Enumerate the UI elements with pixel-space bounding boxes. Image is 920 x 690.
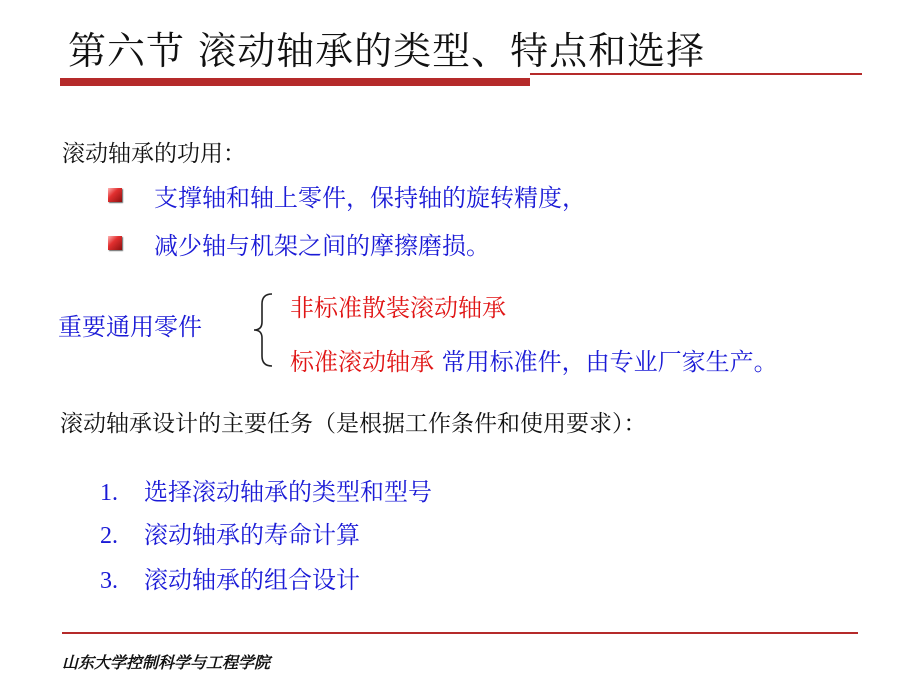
task-number: 3. [100, 568, 118, 594]
nonstandard-bearing-item: 非标准散装滚动轴承 [290, 294, 506, 322]
task-number: 1. [100, 480, 118, 506]
task-item [100, 515, 360, 550]
title-underline-bar [60, 78, 530, 86]
standard-bearing-label: 标准滚动轴承 [290, 348, 434, 376]
standard-bearing-note: 常用标准件，由专业厂家生产。 [441, 348, 778, 376]
design-tasks-heading: 滚动轴承设计的主要任务（是根据工作条件和使用要求）： [60, 411, 647, 437]
square-bullet-icon [108, 188, 122, 202]
slide-title: 第六节 滚动轴承的类型、特点和选择 [68, 29, 706, 73]
important-parts-label: 重要通用零件 [58, 313, 202, 341]
functions-heading: 滚动轴承的功用： [62, 141, 246, 167]
square-bullet-icon [108, 236, 122, 250]
task-text: 滚动轴承的组合设计 [144, 566, 360, 594]
title-underline-rule [530, 73, 862, 75]
task-item [100, 472, 432, 507]
function-text: 减少轴与机架之间的摩擦磨损。 [154, 231, 490, 260]
task-item [100, 560, 360, 595]
task-text: 滚动轴承的寿命计算 [144, 521, 360, 549]
left-brace-icon [250, 290, 276, 370]
footer-rule [62, 632, 858, 634]
standard-bearing-item [290, 342, 778, 377]
function-bullet-item [108, 178, 586, 212]
task-text: 选择滚动轴承的类型和型号 [144, 478, 432, 506]
function-bullet-item [108, 226, 490, 260]
task-number: 2. [100, 523, 118, 549]
footer-institution: 山东大学控制科学与工程学院 [62, 653, 271, 672]
function-text: 支撑轴和轴上零件，保持轴的旋转精度， [154, 183, 586, 212]
